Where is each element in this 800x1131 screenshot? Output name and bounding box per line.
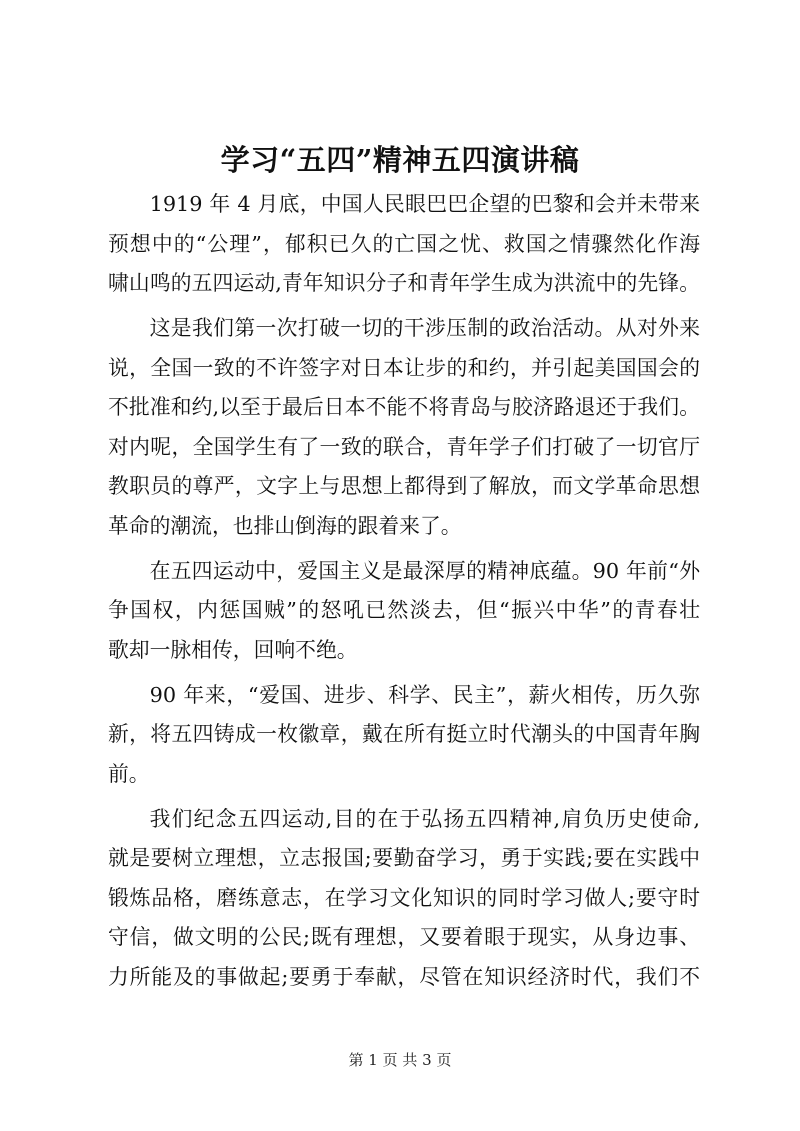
paragraph-line: 对内呢，全国学生有了一致的联合，青年学子们打破了一切官厅 [108,434,700,459]
paragraph-line: 争国权，内惩国贼”的怒吼已然淡去，但“振兴中华”的青春壮 [108,598,700,622]
page-number-footer: 第 1 页 共 3 页 [348,1051,452,1069]
paragraph-4 [108,676,700,795]
paragraph-5 [108,800,700,998]
paragraph-1 [108,185,700,304]
paragraph-line: 守信，做文明的公民;既有理想，又要着眼于现实，从身边事、 [108,925,700,949]
page-title: 学习“五四”精神五四演讲稿 [220,143,580,177]
paragraph-line: 1919 年 4 月底，中国人民眼巴巴企望的巴黎和会并未带来 [149,192,700,216]
paragraph-line: 预想中的“公理”，郁积已久的亡国之忧、救国之情骤然化作海 [108,231,700,256]
paragraph-line: 教职员的尊严，文字上与思想上都得到了解放，而文学革命思想 [108,474,700,498]
paragraph-line: 就是要树立理想，立志报国;要勤奋学习，勇于实践;要在实践中 [108,846,700,870]
paragraph-line: 这是我们第一次打破一切的干涉压制的政治活动。从对外来 [149,316,700,340]
paragraph-line: 前。 [108,761,150,786]
paragraph-line: 啸山鸣的五四运动,青年知识分子和青年学生成为洪流中的先锋。 [108,271,700,295]
paragraph-line: 新，将五四铸成一枚徽章，戴在所有挺立时代潮头的中国青年胸 [108,722,700,746]
paragraph-line: 不批准和约,以至于最后日本不能不将青岛与胶济路退还于我们。 [108,395,700,419]
paragraph-line: 锻炼品格，磨练意志，在学习文化知识的同时学习做人;要守时 [108,885,700,910]
paragraph-line: 我们纪念五四运动,目的在于弘扬五四精神,肩负历史使命, [149,806,700,831]
paragraph-line: 革命的潮流，也排山倒海的跟着来了。 [108,513,462,538]
paragraph-line: 说，全国一致的不许签字对日本让步的和约，并引起美国国会的 [108,355,700,380]
paragraph-2 [108,309,700,546]
paragraph-line: 90 年来，“爱国、进步、科学、民主”，薪火相传，历久弥 [149,682,700,707]
document-body [108,185,700,1003]
paragraph-line: 在五四运动中，爱国主义是最深厚的精神底蕴。90 年前“外 [149,558,700,583]
paragraph-line: 力所能及的事做起;要勇于奉献，尽管在知识经济时代，我们不 [108,964,700,989]
paragraph-3 [108,552,700,671]
paragraph-line: 歌却一脉相传，回响不绝。 [108,637,358,662]
